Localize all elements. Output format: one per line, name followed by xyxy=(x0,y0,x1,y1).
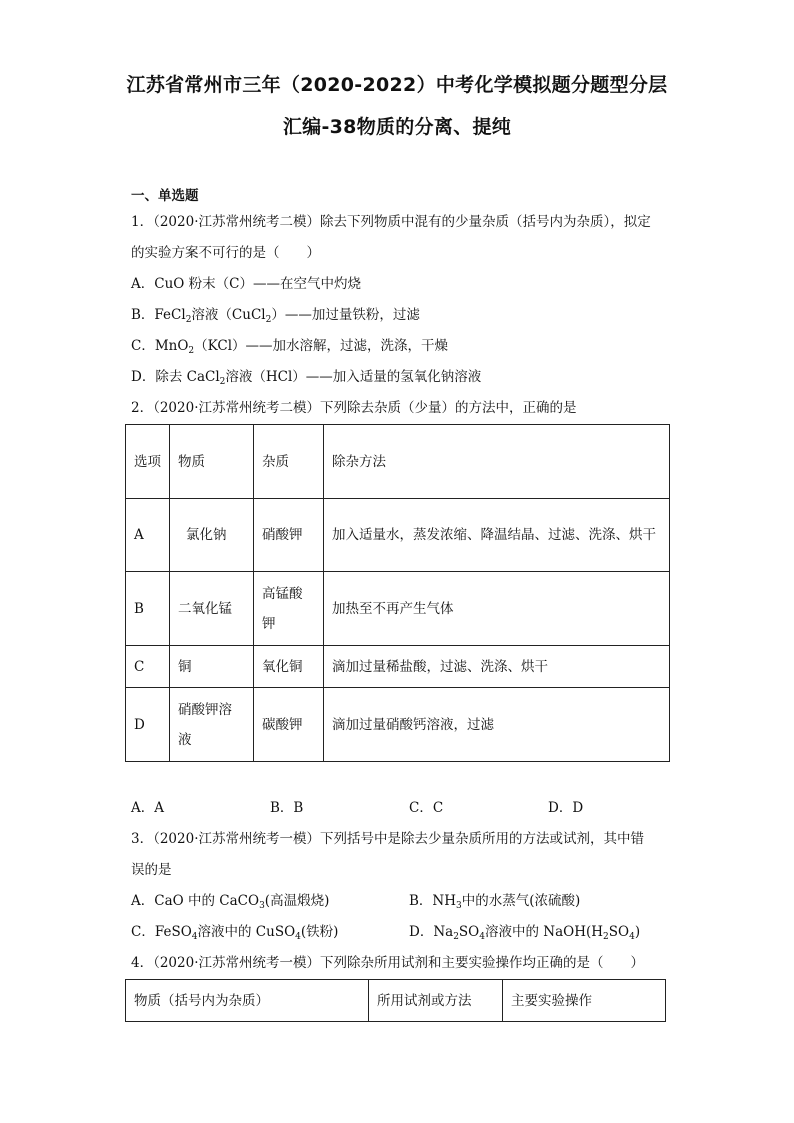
q3-option-b: B．$NH_3$中的水蒸气(浓硫酸) xyxy=(409,893,581,911)
table-cell: 氯化钠 xyxy=(170,499,254,572)
table-header-row xyxy=(126,425,670,499)
q1-option-a: A．CuO 粉末（C）——在空气中灼烧 xyxy=(131,276,361,292)
table-header-cell: 物质 xyxy=(170,425,254,499)
table-cell: 氧化铜 xyxy=(254,646,324,688)
table-cell: 滴加过量稀盐酸，过滤、洗涤、烘干 xyxy=(324,646,670,688)
q1-option-b: B．FeCl$_2$溶液（CuCl$_2$）——加过量铁粉，过滤 xyxy=(131,307,420,325)
table-header-row xyxy=(126,980,666,1022)
table-header-cell: 除杂方法 xyxy=(324,425,670,499)
q2-table xyxy=(125,424,670,762)
q3-option-a: A．CaO 中的 CaCO$_3$(高温煅烧) xyxy=(131,893,330,911)
table-cell: 高锰酸钾 xyxy=(254,572,324,646)
table-cell: 碳酸钾 xyxy=(254,688,324,762)
q3-option-c: C．FeSO$_4$溶液中的 CuSO$_4$(铁粉) xyxy=(131,924,339,942)
table-header-cell: 选项 xyxy=(126,425,170,499)
table-header-cell: 物质（括号内为杂质） xyxy=(126,980,369,1022)
q2-option-b: B．B xyxy=(270,800,304,816)
table-header-cell: 所用试剂或方法 xyxy=(369,980,503,1022)
table-cell: C xyxy=(126,646,170,688)
q1-stem-line2: 的实验方案不可行的是（ ） xyxy=(131,245,320,261)
q2-option-d: D．D xyxy=(548,800,584,816)
table-row xyxy=(126,688,670,762)
q2-options xyxy=(131,798,583,818)
table-row xyxy=(126,646,670,688)
table-cell: 硝酸钾溶液 xyxy=(170,688,254,762)
q4-stem: 4．（2020·江苏常州统考一模）下列除杂所用试剂和主要实验操作均正确的是（ ） xyxy=(131,955,644,971)
table-row xyxy=(126,572,670,646)
table-cell: D xyxy=(126,688,170,762)
table-header-cell: 主要实验操作 xyxy=(503,980,666,1022)
q4-table xyxy=(125,979,666,1022)
q3-stem-line2: 误的是 xyxy=(131,862,172,878)
q1-stem-line1: 1．（2020·江苏常州统考二模）除去下列物质中混有的少量杂质（括号内为杂质），拟定 xyxy=(131,214,651,230)
q3-stem-line1: 3．（2020·江苏常州统考一模）下列括号中是除去少量杂质所用的方法或试剂，其中错 xyxy=(131,831,644,847)
q2-stem: 2．（2020·江苏常州统考二模）下列除去杂质（少量）的方法中，正确的是 xyxy=(131,400,577,416)
document-title: 江苏省常州市三年（2020-2022）中考化学模拟题分题型分层 xyxy=(126,74,668,96)
q2-option-c: C．C xyxy=(409,800,444,816)
q1-option-d: D．除去 CaCl$_2$溶液（HCl）——加入适量的氢氧化钠溶液 xyxy=(131,369,482,387)
table-cell: A xyxy=(126,499,170,572)
table-cell: 滴加过量硝酸钙溶液，过滤 xyxy=(324,688,670,762)
table-cell: 硝酸钾 xyxy=(254,499,324,572)
document-subtitle: 汇编-38物质的分离、提纯 xyxy=(282,116,512,138)
table-cell: 铜 xyxy=(170,646,254,688)
q2-option-a: A．A xyxy=(131,800,164,816)
table-row xyxy=(126,499,670,572)
q3-option-d: D．$Na_2SO_4$溶液中的 $NaOH(H_2SO_4)$ xyxy=(409,924,641,942)
section-heading: 一、单选题 xyxy=(131,188,199,204)
table-cell: 加入适量水，蒸发浓缩、降温结晶、过滤、洗涤、烘干 xyxy=(324,499,670,572)
q1-option-c: C．MnO$_2$（KCl）——加水溶解，过滤，洗涤，干燥 xyxy=(131,338,449,356)
table-cell: 二氧化锰 xyxy=(170,572,254,646)
table-cell: B xyxy=(126,572,170,646)
table-header-cell: 杂质 xyxy=(254,425,324,499)
table-cell: 加热至不再产生气体 xyxy=(324,572,670,646)
